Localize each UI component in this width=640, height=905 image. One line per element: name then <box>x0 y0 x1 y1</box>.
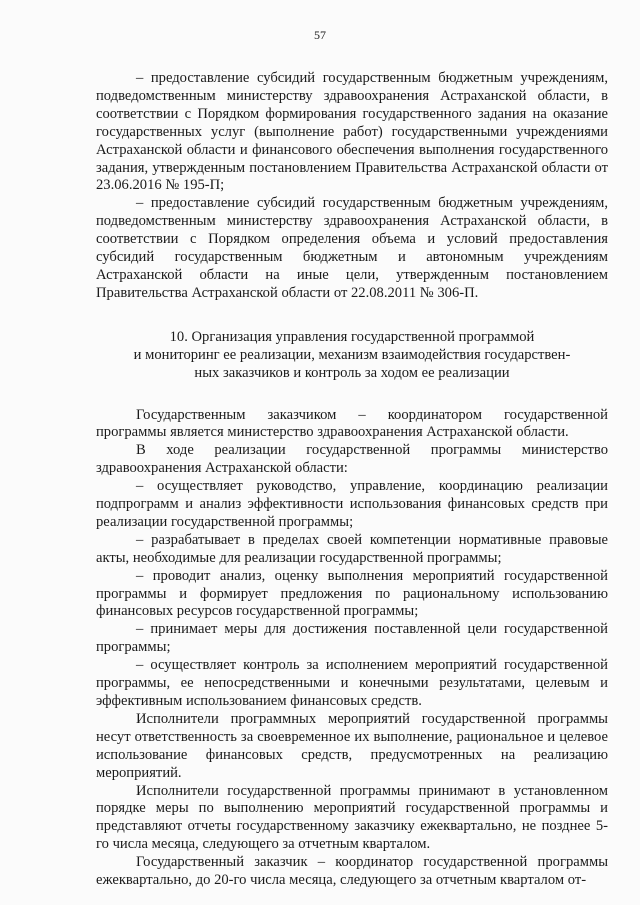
list-item: – осуществляет контроль за исполнением мероприятий государственной программы, ее непосредственными и конечными результатами, целевым и эффективным использованием финансовых средств. <box>96 657 608 709</box>
list-item: – проводит анализ, оценку выполнения мероприятий государственной программы и формирует предложения по рациональному использованию финансовых ресурсов государственной программы; <box>96 567 608 620</box>
list-item: – разрабатывает в пределах своей компетенции нормативные правовые акты, необходимые для реализации государственной программы; <box>96 531 608 566</box>
section-heading <box>96 329 608 383</box>
section-heading-line: ных заказчиков и контроль за ходом ее реализации <box>194 364 510 381</box>
paragraph: Исполнители программных мероприятий государственной программы несут ответственность за своевременное их выполнение, рациональное и целевое использование финансовых средств, предусмотренных на реализацию мероприятий. <box>96 710 608 781</box>
page-number: 57 <box>314 28 326 42</box>
paragraph: В ходе реализации государственной программы министерство здравоохранения Астраханской области: <box>96 442 608 477</box>
paragraph: Исполнители государственной программы принимают в установленном порядке меры по выполнению мероприятий государственной программы и представляют отчеты государственному заказчику ежеквартально, не позднее 5-го числа месяца, следующего за отчетным кварталом. <box>96 782 608 853</box>
section-heading-line: и мониторинг ее реализации, механизм взаимодействия государствен- <box>133 346 571 363</box>
list-item: – осуществляет руководство, управление, координацию реализации подпрограмм и анализ эффективности использования финансовых средств при реализации государственной программы; <box>96 478 608 530</box>
paragraph: Государственным заказчиком – координатором государственной программы является министерство здравоохранения Астраханской области. <box>96 406 608 441</box>
section-heading-line: 10. Организация управления государственной программой <box>169 328 535 345</box>
paragraph: Государственный заказчик – координатор государственной программы ежеквартально, до 20-го числа месяца, следующего за отчетным кварталом от- <box>96 854 608 889</box>
list-item: – принимает меры для достижения поставленной цели государственной программы; <box>96 621 608 656</box>
paragraph: – предоставление субсидий государственным бюджетным учреждениям, подведомственным министерству здравоохранения Астраханской области, в соответствии с Порядком определения объема и условий предоставления субсидий государственным бюджетным и автономным учреждениям Астраханской области на иные цели, утвержденным постановлением Правительства Астраханской области от 22.08.2011 № 306-П. <box>96 195 608 301</box>
paragraph: – предоставление субсидий государственным бюджетным учреждениям, подведомственным министерству здравоохранения Астраханской области, в соответствии с Порядком формирования государственного задания на оказание государственных услуг (выполнение работ) государственными учреждениями Астраханской области и финансового обеспечения выполнения государственного задания, утвержденным постановлением Правительства Астраханской области от 23.06.2016 № 195-П; <box>96 70 608 194</box>
document-body <box>96 70 608 890</box>
